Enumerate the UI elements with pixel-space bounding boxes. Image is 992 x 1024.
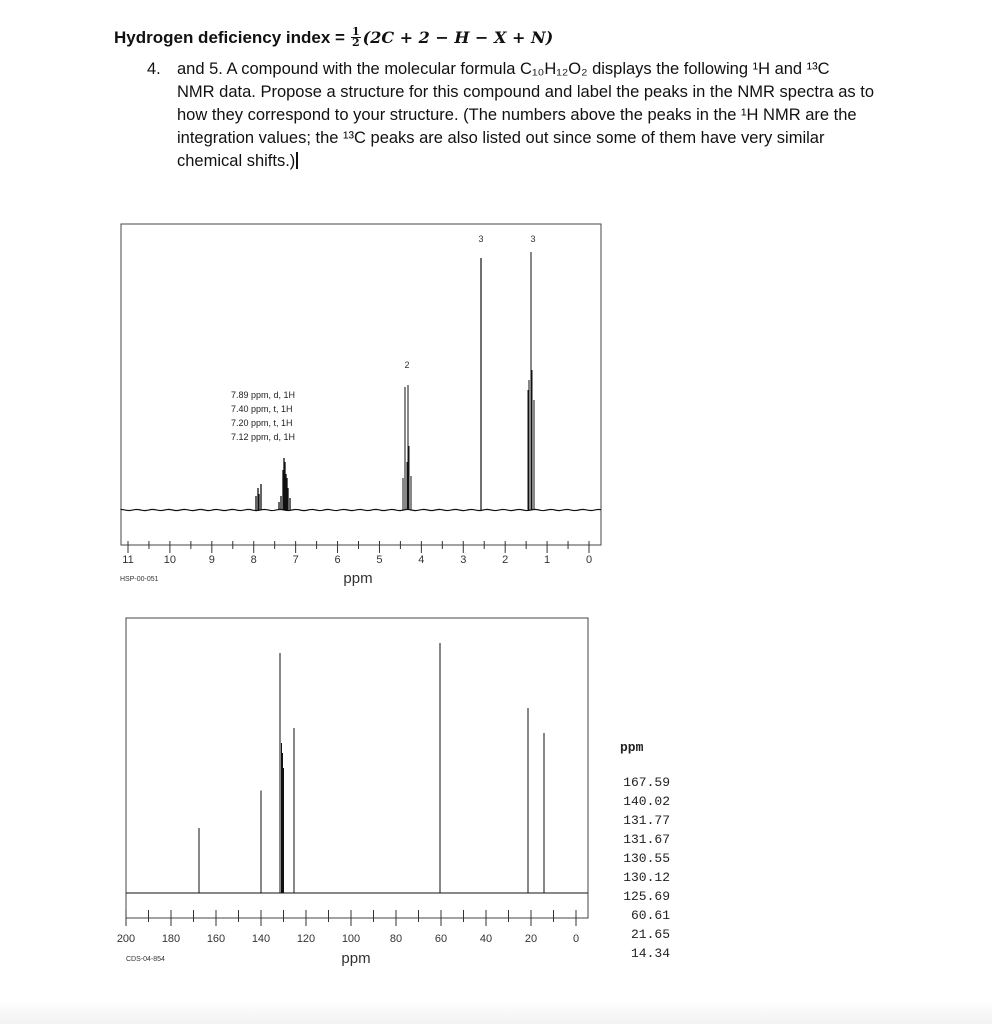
- shift-value: 140.02: [623, 794, 670, 809]
- shift-value: 21.65: [630, 927, 670, 942]
- question-number: 4.: [147, 60, 161, 78]
- c13-tick-label: 180: [161, 933, 181, 945]
- h1-tick-label: 10: [163, 554, 177, 566]
- question-line: and 5. A compound with the molecular formula C₁₀H₁₂O₂ displays the following ¹H and ¹³C: [177, 60, 830, 78]
- question-line: NMR data. Propose a structure for this compound and label the peaks in the NMR spectra as to: [177, 83, 875, 101]
- c13-shift-table: [612, 740, 670, 963]
- c13-plot-frame: [126, 618, 588, 918]
- h1-tick-label: 5: [376, 554, 383, 566]
- c13-tick-label: 20: [524, 933, 538, 945]
- shift-table-header: ppm: [620, 740, 644, 755]
- shift-value: 125.69: [623, 889, 670, 904]
- h1-x-axis-label: ppm: [343, 570, 373, 587]
- h1-annotation-line: 7.40 ppm, t, 1H: [231, 404, 293, 414]
- h1-spectrum-id: HSP-00-051: [120, 576, 159, 583]
- c13-tick-label: 100: [341, 933, 361, 945]
- h1-annotation-line: 7.89 ppm, d, 1H: [231, 390, 296, 400]
- c13-tick-label: 60: [434, 933, 448, 945]
- h1-tick-label: 1: [544, 554, 551, 566]
- h1-tick-label: 8: [250, 554, 257, 566]
- shift-value: 167.59: [623, 775, 670, 790]
- h1-tick-label: 0: [585, 554, 593, 566]
- shift-value: 130.12: [623, 870, 670, 885]
- c13-tick-label: 140: [251, 933, 271, 945]
- question-line: chemical shifts.): [177, 150, 937, 173]
- question-line: how they correspond to your structure. (The numbers above the peaks in the ¹H NMR are the: [177, 106, 857, 124]
- h1-tick-label: 11: [122, 554, 134, 566]
- integration-label: 3: [478, 234, 484, 244]
- c13-tick-label: 160: [206, 933, 226, 945]
- c13-x-axis-label: ppm: [341, 950, 371, 967]
- c13-tick-label: 0: [572, 933, 580, 945]
- h1-tick-label: 3: [460, 554, 467, 566]
- hdi-label: Hydrogen deficiency index =: [114, 27, 345, 47]
- h1-tick-label: 7: [292, 554, 299, 566]
- shift-value: 130.55: [623, 851, 670, 866]
- integration-label: 2: [404, 360, 410, 370]
- question-line: integration values; the ¹³C peaks are also listed out since some of them have very similar: [177, 129, 825, 147]
- h1-annotation-line: 7.20 ppm, t, 1H: [231, 418, 293, 428]
- h1-tick-label: 9: [208, 554, 215, 566]
- h1-tick-label: 4: [418, 554, 425, 566]
- h1-tick-label: 2: [502, 554, 509, 566]
- integration-label: 3: [530, 234, 536, 244]
- shift-value: 131.67: [623, 832, 670, 847]
- page-bottom-fade: [0, 1000, 992, 1024]
- c13-spectrum-id: CDS-04-854: [126, 956, 165, 963]
- h1-tick-label: 6: [334, 554, 341, 566]
- shift-value: 131.77: [623, 813, 670, 828]
- h1-annotation-line: 7.12 ppm, d, 1H: [231, 432, 296, 442]
- c13-tick-label: 200: [116, 933, 136, 945]
- shift-value: 60.61: [630, 908, 670, 923]
- hdi-fraction: $\frac{1}{2}$: [352, 25, 360, 49]
- c13-tick-label: 80: [389, 933, 403, 945]
- hdi-expression: (2C + 2 − H − X + N): [362, 28, 554, 47]
- shift-value: 14.34: [630, 946, 670, 961]
- c13-tick-label: 120: [296, 933, 316, 945]
- c13-tick-label: 40: [479, 933, 493, 945]
